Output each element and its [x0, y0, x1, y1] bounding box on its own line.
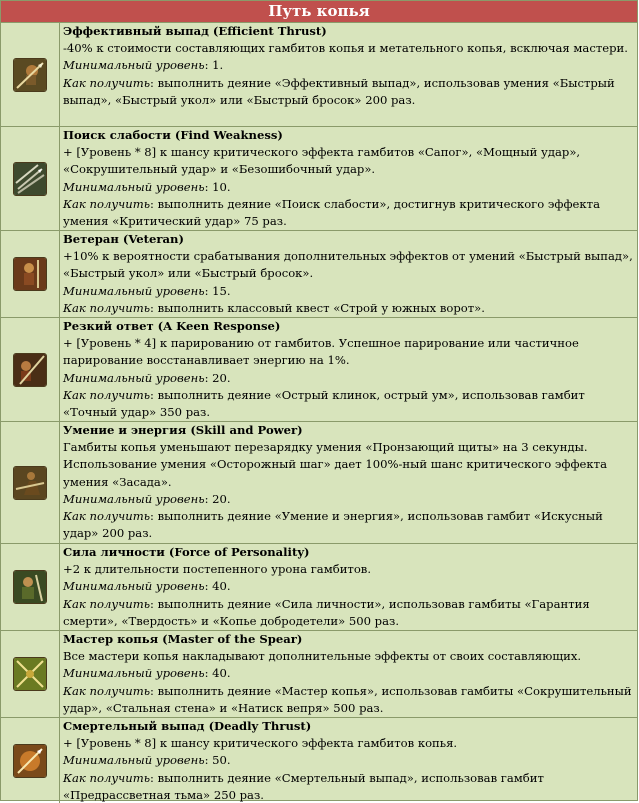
ability-obtain: Как получить: выполнить деяние «Эффективный выпад», использовав умения «Быстрый выпад», «Быстрый укол» или «Быстрый бросок» 200 раз.: [63, 75, 615, 107]
table-row: [1, 127, 637, 231]
ability-description: + [Уровень * 8] к шансу критического эффекта гамбитов копья.: [63, 736, 458, 751]
table-row: [1, 631, 637, 718]
ability-description: -40% к стоимости составляющих гамбитов копья и метательного копья, всключая мастери.: [63, 41, 628, 56]
ability-name: Мастер копья (Master of the Spear): [63, 632, 303, 646]
ability-description: + [Уровень * 8] к шансу критического эффекта гамбитов «Сапог», «Мощный удар», «Сокрушительный удар» и «Безошибочный удар».: [63, 145, 581, 177]
ability-name: Эффективный выпад (Efficient Thrust): [63, 24, 327, 38]
ability-level: Минимальный уровень: 1.: [63, 58, 224, 73]
ability-description: +10% к вероятности срабатывания дополнительных эффектов от умений «Быстрый выпад», «Быстрый укол» или «Быстрый бросок».: [63, 249, 633, 281]
triple-spear-icon: [13, 162, 47, 196]
table-row: [1, 718, 637, 803]
parry-spear-icon: [13, 353, 47, 387]
table-row: [1, 231, 637, 318]
ability-level: Минимальный уровень: 50.: [63, 753, 231, 768]
ability-obtain: Как получить: выполнить деяние «Сила личности», использовав гамбиты «Гарантия смерти», «Твердость» и «Копье добродетели» 500 раз.: [63, 596, 590, 628]
ability-description: Все мастери копья накладывают дополнительные эффекты от своих составляющих.: [63, 649, 582, 664]
ability-description: + [Уровень * 4] к парированию от гамбитов. Успешное парирование или частичное парирование восстанавливает энергию на 1%.: [63, 336, 579, 368]
veteran-warrior-icon: [13, 257, 47, 291]
ability-description: +2 к длительности постепенного урона гамбитов.: [63, 562, 372, 577]
ability-level: Минимальный уровень: 20.: [63, 491, 231, 506]
ability-name: Смертельный выпад (Deadly Thrust): [63, 719, 312, 733]
ambush-stance-icon: [13, 466, 47, 500]
ability-name: Поиск слабости (Find Weakness): [63, 128, 283, 142]
crossed-spears-icon: [13, 657, 47, 691]
ability-obtain: Как получить: выполнить классовый квест «Строй у южных ворот».: [63, 300, 485, 315]
ability-obtain: Как получить: выполнить деяние «Мастер копья», использовав гамбиты «Сокрушительный удар», «Стальная стена» и «Натиск вепря» 500 раз.: [63, 683, 632, 715]
ability-level: Минимальный уровень: 40.: [63, 666, 231, 681]
ability-obtain: Как получить: выполнить деяние «Умение и энергия», использовав гамбит «Искусный удар» 200 раз.: [63, 509, 603, 541]
ability-level: Минимальный уровень: 15.: [63, 283, 231, 298]
table-row: [1, 422, 637, 544]
ability-name: Сила личности (Force of Personality): [63, 545, 310, 559]
personality-warrior-icon: [13, 570, 47, 604]
ability-name: Умение и энергия (Skill and Power): [63, 423, 303, 437]
ability-name: Резкий ответ (A Keen Response): [63, 319, 281, 333]
table-row: [1, 23, 637, 127]
deadly-thrust-icon: [13, 744, 47, 778]
table-row: [1, 318, 637, 422]
ability-level: Минимальный уровень: 40.: [63, 579, 231, 594]
ability-obtain: Как получить: выполнить деяние «Поиск слабости», достигнув критического эффекта умения «Критический удар» 75 раз.: [63, 196, 600, 229]
ability-level: Минимальный уровень: 10.: [63, 179, 231, 194]
ability-obtain: Как получить: выполнить деяние «Смертельный выпад», использовав гамбит «Предрассветная тьма» 250 раз.: [63, 770, 544, 802]
table-title: Путь копья: [1, 1, 637, 23]
ability-description: Гамбиты копья уменьшают перезарядку умения «Пронзающий щиты» на 3 секунды. Использование умения «Осторожный шаг» дает 100%-ный шанс критического эффекта умения «Засада».: [63, 440, 607, 489]
ability-level: Минимальный уровень: 20.: [63, 370, 231, 385]
spear-thrust-icon: [13, 58, 47, 92]
table-row: [1, 544, 637, 631]
ability-obtain: Как получить: выполнить деяние «Острый клинок, острый ум», использовав гамбит «Точный удар» 350 раз.: [63, 387, 585, 420]
ability-name: Ветеран (Veteran): [63, 232, 184, 246]
